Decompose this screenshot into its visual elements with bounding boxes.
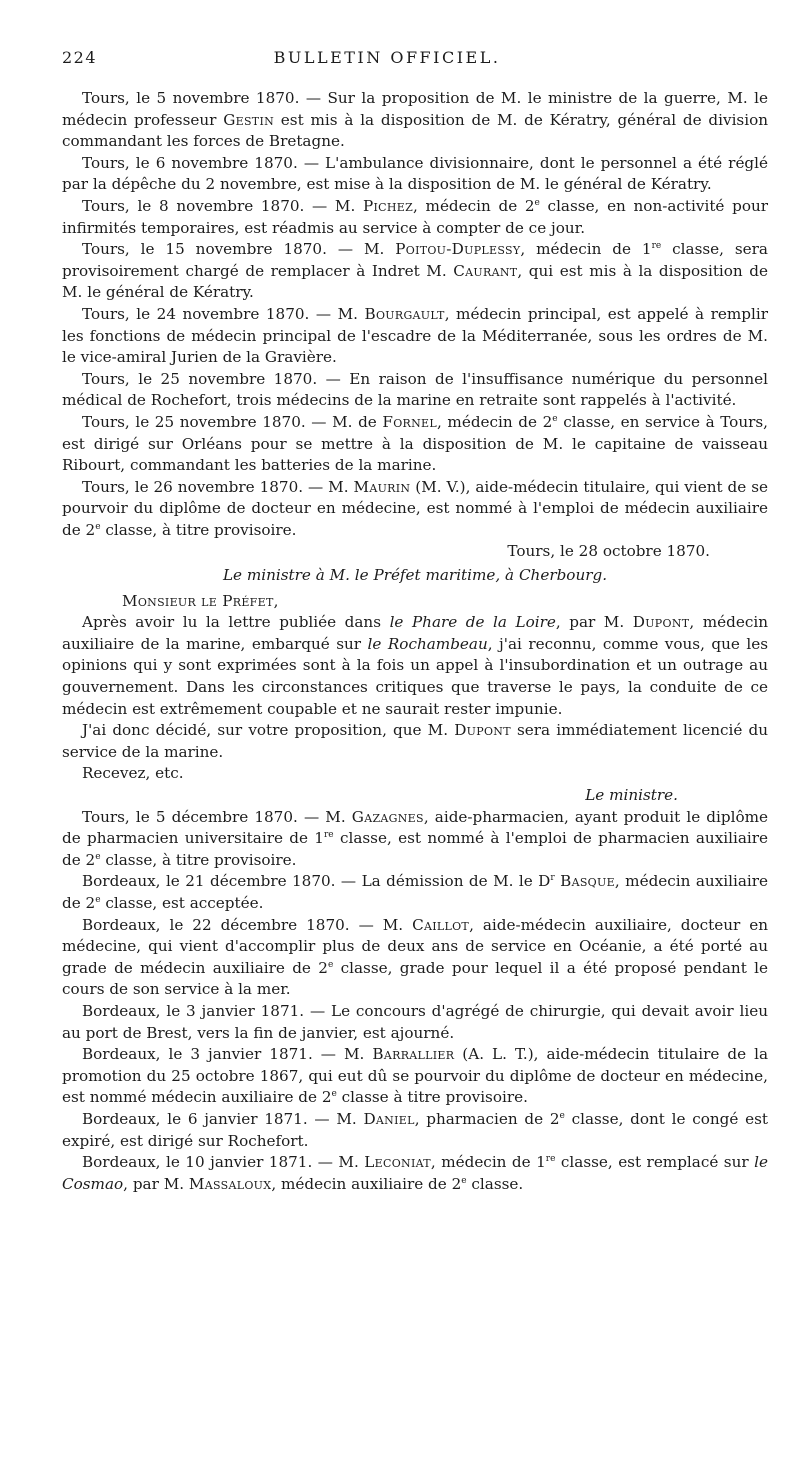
letter-closing: Recevez, etc. <box>82 764 184 783</box>
entry-paragraph: Tours, le 5 novembre 1870. — Sur la proposition de M. le ministre de la guerre, M. le médecin professeur Gestin est mis à la disposition de M. de Kératry, général de division commandant les forces de Bretagne. <box>62 89 768 151</box>
page-body <box>62 88 768 1195</box>
entry-paragraph: Bordeaux, le 6 janvier 1871. — M. Daniel, pharmacien de 2e classe, dont le congé est expiré, est dirigé sur Rochefort. <box>62 1109 768 1150</box>
entries-group-2 <box>62 807 768 1196</box>
entry-paragraph: Tours, le 6 novembre 1870. — L'ambulance divisionnaire, dont le personnel a été réglé par la dépêche du 2 novembre, est mise à la disposition de M. le général de Kératry. <box>62 153 768 194</box>
entries-group-1 <box>62 88 768 541</box>
entry-paragraph: Bordeaux, le 21 décembre 1870. — La démission de M. le $D^r$ Basque, médecin auxiliaire de 2e classe, est acceptée. <box>62 872 768 912</box>
entry-paragraph: Tours, le 26 novembre 1870. — M. Maurin (M. V.), aide-médecin titulaire, qui vient de se pourvoir du diplôme de docteur en médecine, est nommé à l'emploi de médecin auxiliaire de 2e classe, à titre provisoire. <box>62 477 768 539</box>
entry-paragraph: Bordeaux, le 3 janvier 1871. — Le concours d'agrégé de chirurgie, qui devait avoir lieu au port de Brest, vers la fin de janvier, est ajourné. <box>62 1001 768 1042</box>
letter-dateline: Tours, le 28 octobre 1870. <box>507 542 710 561</box>
page-header <box>62 48 752 76</box>
entry-paragraph: Tours, le 25 novembre 1870. — En raison de l'insuffisance numérique du personnel médical de Rochefort, trois médecins de la marine en retraite sont rappelés à l'activité. <box>62 369 768 410</box>
entry-paragraph: Tours, le 24 novembre 1870. — M. Bourgault, médecin principal, est appelé à remplir les fonctions de médecin principal de l'escadre de la Méditerranée, sous les ordres de M. le vice-amiral Jurien de la Gravière. <box>62 304 768 367</box>
entry-paragraph: Bordeaux, le 22 décembre 1870. — M. Caillot, aide-médecin auxiliaire, docteur en médecine, qui vient d'accomplir plus de deux ans de service en Océanie, a été porté au grade de médecin auxiliaire de 2e classe, grade pour lequel il a été proposé pendant le cours de son service à la mer. <box>62 915 768 999</box>
letter-heading: Le ministre à M. le Préfet maritime, à Cherbourg. <box>222 566 608 585</box>
entry-paragraph: Bordeaux, le 10 janvier 1871. — M. Leconiat, médecin de 1re classe, est remplacé sur le Cosmao, par M. Massaloux, médecin auxiliaire de 2e classe. <box>62 1153 768 1193</box>
entry-paragraph: Tours, le 25 novembre 1870. — M. de Fornel, médecin de 2e classe, en service à Tours, est dirigé sur Orléans pour se mettre à la disposition de M. le capitaine de vaisseau Ribourt, commandant les batteries de la marine. <box>62 412 768 475</box>
letter-signature: Le ministre. <box>585 786 678 804</box>
page-number: 224 <box>62 48 98 67</box>
letter-paragraph: J'ai donc décidé, sur votre proposition, que M. Dupont sera immédiatement licencié du service de la marine. <box>62 721 768 761</box>
running-title: BULLETIN OFFICIEL. <box>273 48 501 67</box>
entry-paragraph: Tours, le 15 novembre 1870. — M. Poitou-Duplessy, médecin de 1re classe, sera provisoirement chargé de remplacer à Indret M. Caurant, qui est mis à la disposition de M. le général de Kératry. <box>62 240 768 302</box>
letter-salutation: Monsieur le Préfet, <box>122 591 279 610</box>
entry-paragraph: Tours, le 5 décembre 1870. — M. Gazagnes, aide-pharmacien, ayant produit le diplôme de pharmacien universitaire de 1re classe, est nommé à l'emploi de pharmacien auxiliaire de 2e classe, à titre provisoire. <box>62 807 769 869</box>
entry-paragraph: Tours, le 8 novembre 1870. — M. Pichez, médecin de 2e classe, en non-activité pour infirmités temporaires, est réadmis au service à compter de ce jour. <box>62 196 769 237</box>
letter-paragraph: Après avoir lu la lettre publiée dans le Phare de la Loire, par M. Dupont, médecin auxiliaire de la marine, embarqué sur le Rochambeau, j'ai reconnu, comme vous, que les opinions qui y sont exprimées sont à la fois un appel à l'insubordination et un outrage au gouvernement. Dans les circonstances critiques que traverse le pays, la conduite de ce médecin est extrêmement coupable et ne saurait rester impunie. <box>62 613 769 718</box>
entry-paragraph: Bordeaux, le 3 janvier 1871. — M. Barrallier (A. L. T.), aide-médecin titulaire de la promotion du 25 octobre 1867, qui eut dû se pourvoir du diplôme de docteur en médecine, est nommé médecin auxiliaire de 2e classe à titre provisoire. <box>62 1045 768 1107</box>
